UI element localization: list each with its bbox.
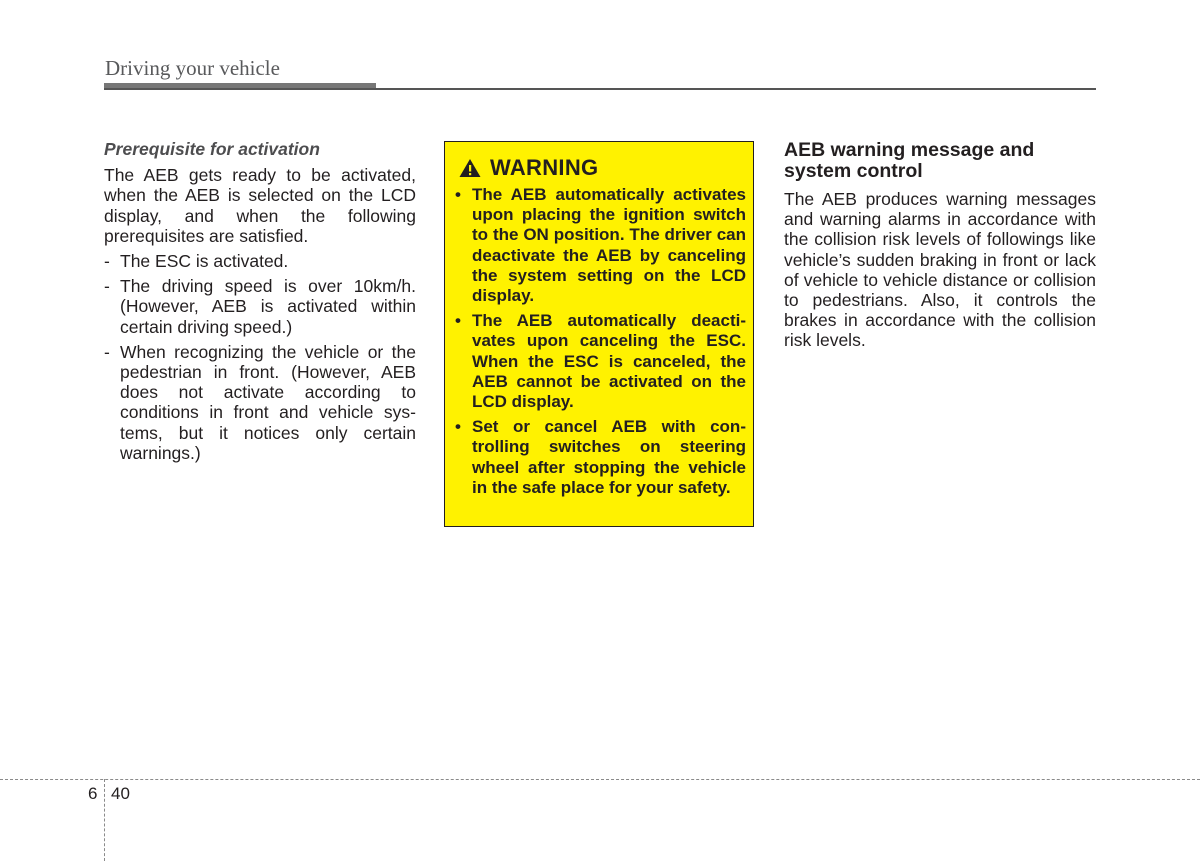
warning-item: • The AEB automatically deactivates upon canceling the ESC. When the ESC is canceled, the AEB cannot be activated on the LCD display. xyxy=(455,311,746,412)
warning-label: WARNING xyxy=(490,155,599,180)
warning-heading xyxy=(459,155,598,181)
warning-message-column xyxy=(784,140,1096,356)
chapter-number: 6 xyxy=(88,784,98,803)
header-rule xyxy=(104,88,1096,90)
footer-rule xyxy=(0,779,1200,780)
list-item: - The ESC is activated. xyxy=(104,251,416,271)
section-header-title: Driving your vehicle xyxy=(105,56,280,80)
warning-item: • The AEB automatically activates upon placing the ignition switch to the ON position. The driver can deactivate the AEB by canceling the system setting on the LCD display. xyxy=(455,185,746,306)
prerequisite-column xyxy=(104,139,416,468)
prerequisite-intro: The AEB gets ready to be activated, when the AEB is selected on the LCD display, and when the following prerequisites are satisfied. xyxy=(104,165,416,246)
list-item: - The driving speed is over 10km/h. (However, AEB is activated within certain driving speed.) xyxy=(104,276,416,337)
section-body: The AEB produces warning messages and warning alarms in accordance with the collision risk levels of followings like vehicle’s sudden braking in front or lack of vehicle to vehicle distance or collision to pedestrians. Also, it controls the brakes in accordance with the collision risk levels. xyxy=(784,189,1096,351)
warning-list xyxy=(455,185,746,503)
list-item: - When recognizing the vehicle or the pedestrian in front. (However, AEB does not activate according to conditions in front and vehicle systems, but it notices only certain warnings.) xyxy=(104,342,416,463)
page-number: 40 xyxy=(111,784,130,803)
warning-triangle-icon xyxy=(459,158,481,178)
warning-box xyxy=(444,141,754,527)
section-title: AEB warning message and system control xyxy=(784,139,1035,182)
prerequisite-list xyxy=(104,251,416,463)
footer-divider xyxy=(104,779,105,861)
warning-item: • Set or cancel AEB with controlling switches on steering wheel after stopping the vehicle in the safe place for your safety. xyxy=(455,417,746,498)
prerequisite-subheading: Prerequisite for activation xyxy=(104,139,320,159)
